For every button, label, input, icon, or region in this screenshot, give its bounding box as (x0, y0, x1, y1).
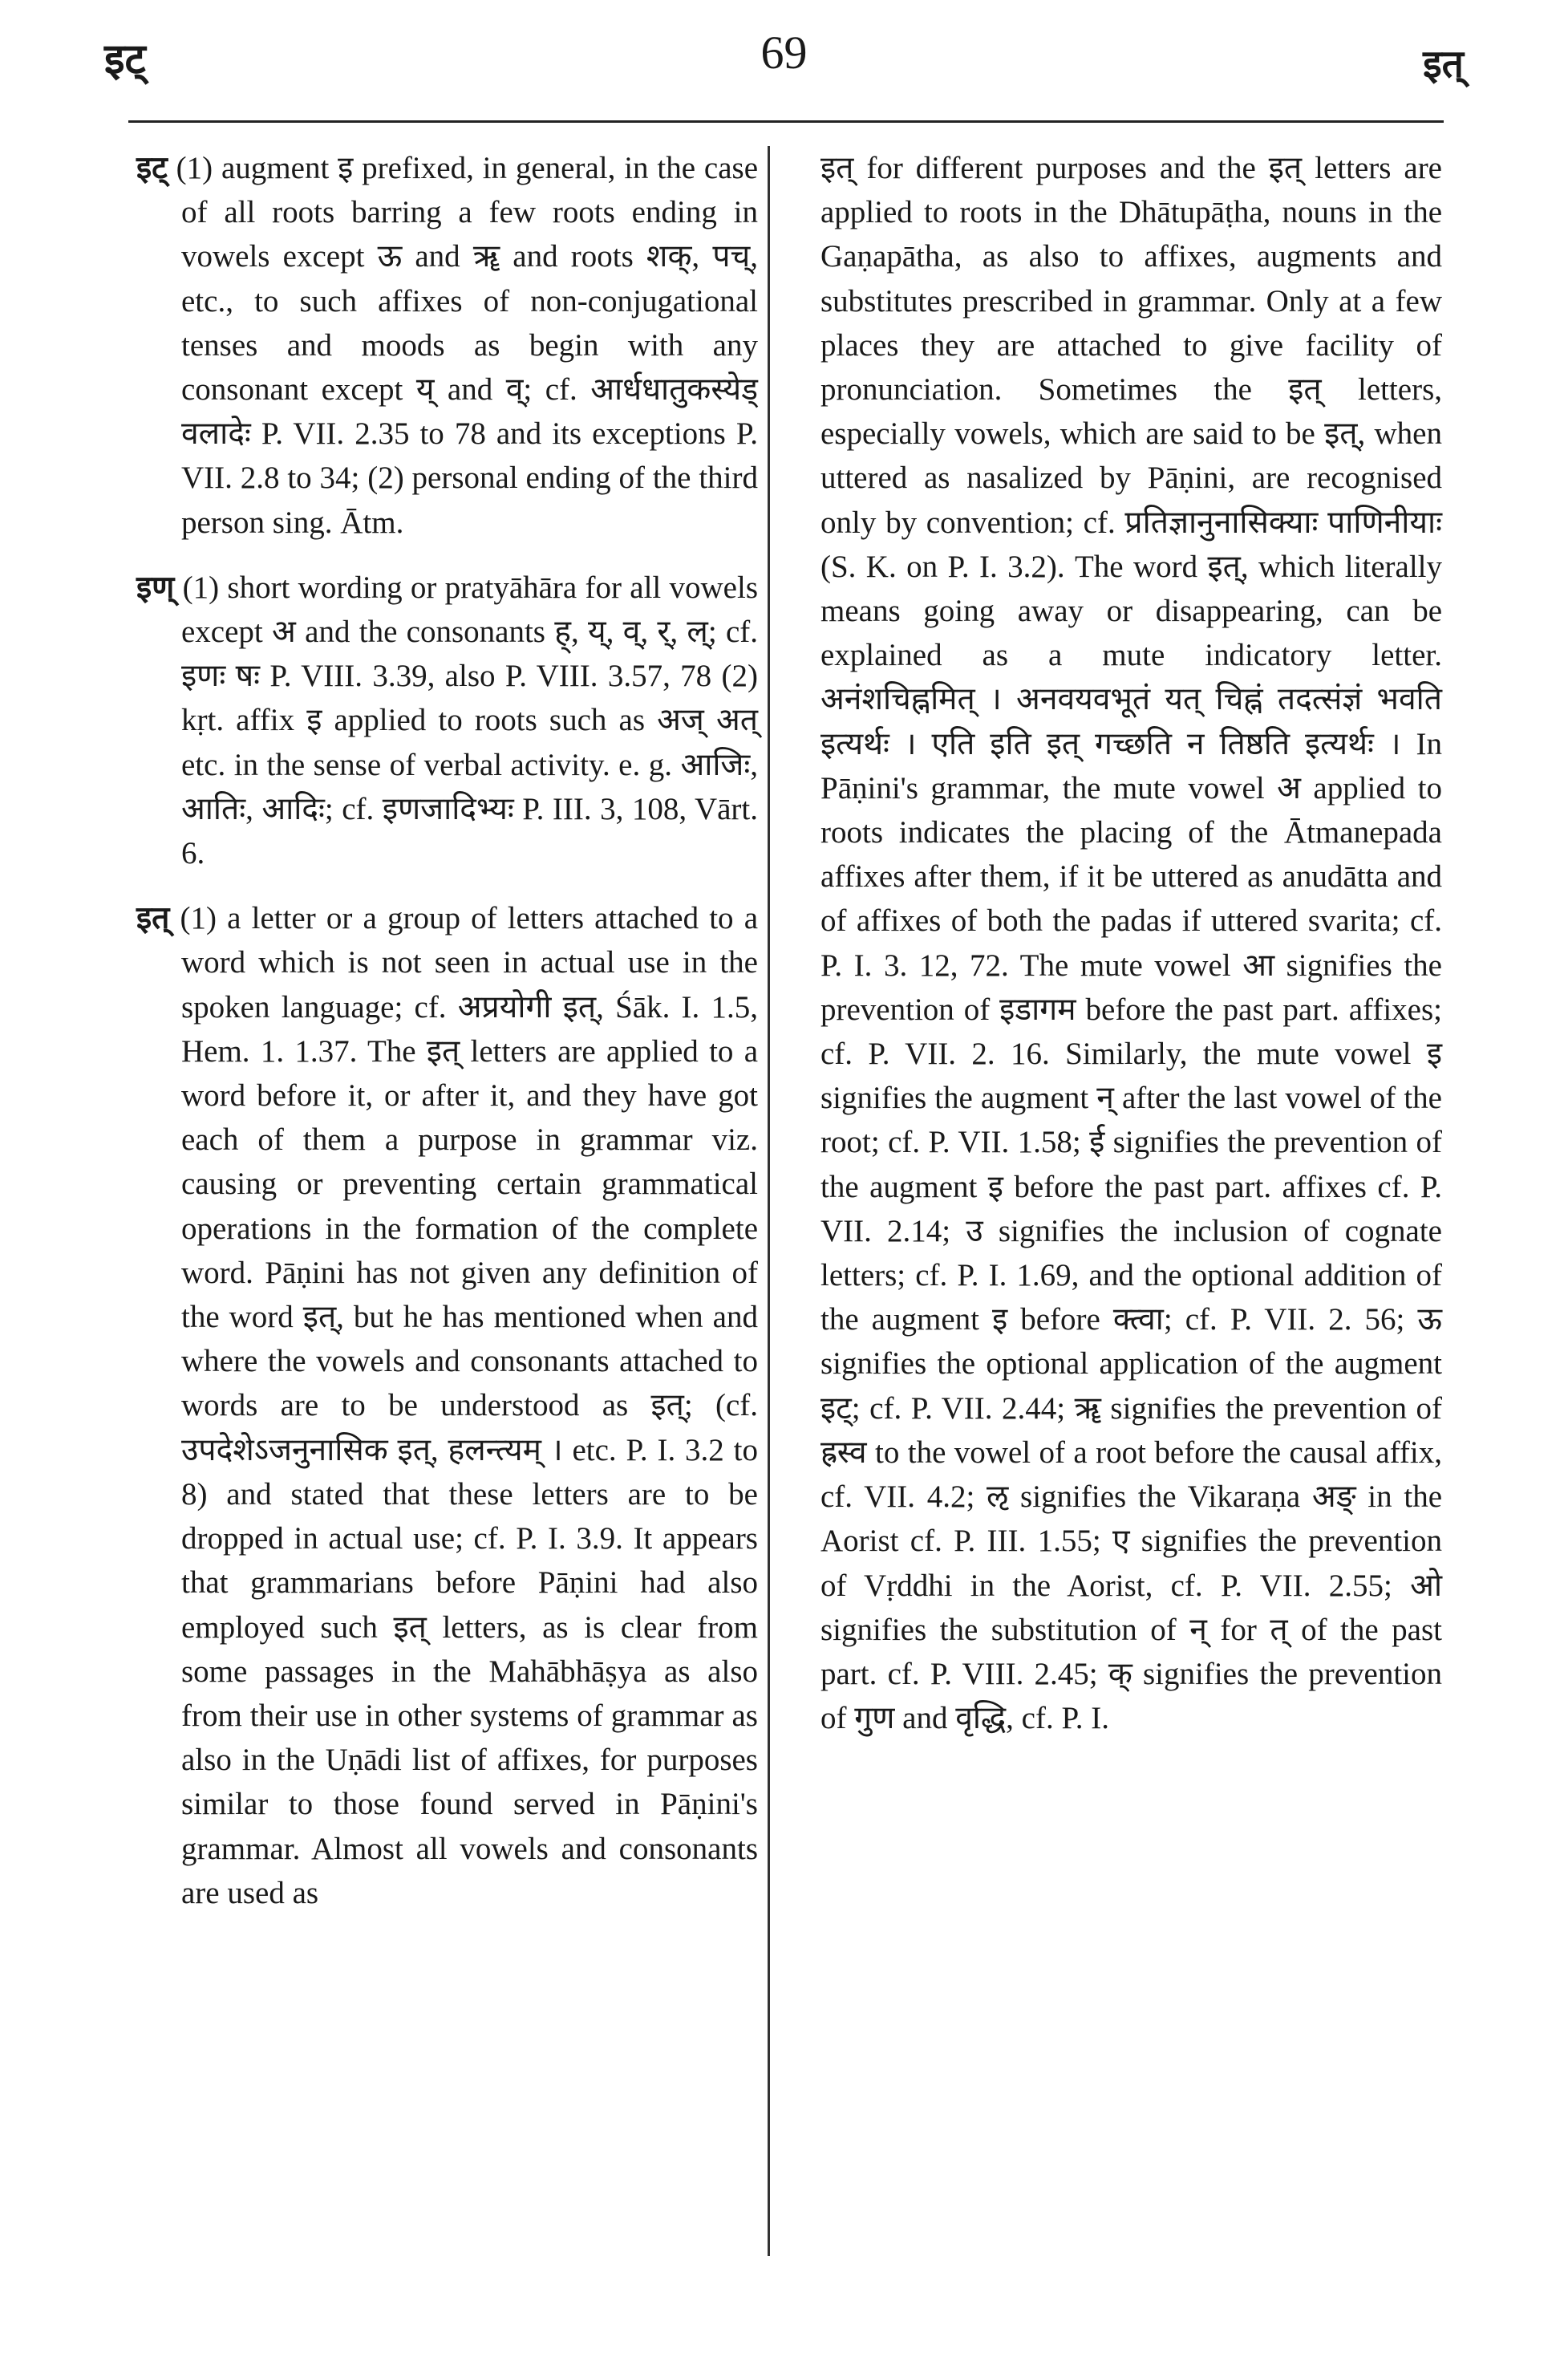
page-header (104, 14, 1464, 103)
entry-headword: इत् (136, 901, 170, 936)
entry-it-augment (136, 146, 758, 545)
left-column (136, 146, 758, 1936)
right-running-headword: इत् (1423, 43, 1464, 86)
page-number: 69 (760, 26, 808, 79)
entry-it-mute-letter (136, 896, 758, 1915)
entry-headword: इण् (136, 570, 175, 605)
entry-headword: इट् (136, 151, 168, 185)
entry-in-pratyahara (136, 566, 758, 875)
right-column (820, 146, 1442, 1740)
entry-text: (1) augment इ prefixed, in general, in the case of all roots barring a few roots ending in vowels except ऊ and ॠ and roots शक्, पच्, etc., to such affixes of non-conjugational tenses and moods as begin with any consonant except य् and व्; cf. आर्धधातुकस्येड् वलादेः P. VII. 2.35 to 78 and its exceptions P. VII. 2.8 to 34; (2) personal ending of the third person sing. Ātm. (176, 151, 758, 540)
entry-text: (1) a letter or a group of letters attached to a word which is not seen in actual use in the spoken language; cf. अप्रयोगी इत्, Śāk. I. 1.5, Hem. 1. 1.37. The इत् letters are applied to a word before it, or after it, and they have got each of them a purpose in grammar viz. causing or preventing certain grammatical operations in the formation of the complete word. Pāṇini has not given any definition of the word इत्, but he has mentioned when and where the vowels and consonants attached to words are to be understood as इत्; (cf. उपदेशेऽजनुनासिक इत्, हलन्त्यम् । etc. P. I. 3.2 to 8) and stated that these letters are to be dropped in actual use; cf. P. I. 3.9. It appears that grammarians before Pāṇini had also employed such इत् letters, as is clear from some passages in the Mahābhāṣya as also from their use in other systems of grammar as also in the Uṇādi list of affixes, for purposes similar to those found served in Pāṇini's grammar. Almost all vowels and consonants are used as (180, 901, 758, 1910)
header-rule (128, 120, 1444, 123)
left-running-headword: इट् (104, 37, 146, 83)
entry-text: (1) short wording or pratyāhāra for all vowels except अ and the consonants ह्, य्, व्, र्, ल्; cf. इणः षः P. VIII. 3.39, also P. VIII. 3.57, 78 (2) kṛt. affix इ applied to roots such as अज् अत् etc. in the sense of verbal activity. e. g. आजिः, आतिः, आदिः; cf. इणजादिभ्यः P. III. 3, 108, Vārt. 6. (181, 570, 758, 871)
column-divider (768, 146, 770, 2256)
entry-continuation: इत् for different purposes and the इत् letters are applied to roots in the Dhātupāṭha, nouns in the Gaṇapātha, as also to affixes, augments and substitutes prescribed in grammar. Only at a few places they are attached to give facility of pronunciation. Sometimes the इत् letters, especially vowels, which are said to be इत्, when uttered as nasalized by Pāṇini, are recognised only by convention; cf. प्रतिज्ञानुनासिक्याः पाणिनीयाः (S. K. on P. I. 3.2). The word इत्, which literally means going away or disappearing, can be explained as a mute indicatory letter. अनंशचिह्नमित् । अनवयवभूतं यत् चिह्नं तदत्संज्ञं भवति इत्यर्थः । एति इति इत् गच्छति न तिष्ठति इत्यर्थः । In Pāṇini's grammar, the mute vowel अ applied to roots indicates the placing of the Ātmanepada affixes after them, if it be uttered as anudātta and of affixes of both the padas if uttered svarita; cf. P. I. 3. 12, 72. The mute vowel आ signifies the prevention of इडागम before the past part. affixes; cf. P. VII. 2. 16. Similarly, the mute vowel इ signifies the augment न् after the last vowel of the root; cf. P. VII. 1.58; ई signifies the prevention of the augment इ before the past part. affixes cf. P. VII. 2.14; उ signifies the inclusion of cognate letters; cf. P. I. 1.69, and the optional addition of the augment इ before क्त्वा; cf. P. VII. 2. 56; ऊ signifies the optional application of the augment इट्; cf. P. VII. 2.44; ॠ signifies the prevention of ह्रस्व to the vowel of a root before the causal affix, cf. VII. 4.2; ऌ signifies the Vikaraṇa अङ् in the Aorist cf. P. III. 1.55; ए signifies the prevention of Vṛddhi in the Aorist, cf. P. VII. 2.55; ओ signifies the substitution of न् for त् of the past part. cf. P. VIII. 2.45; क् signifies the prevention of गुण and वृद्धि, cf. P. I. (820, 151, 1442, 1736)
